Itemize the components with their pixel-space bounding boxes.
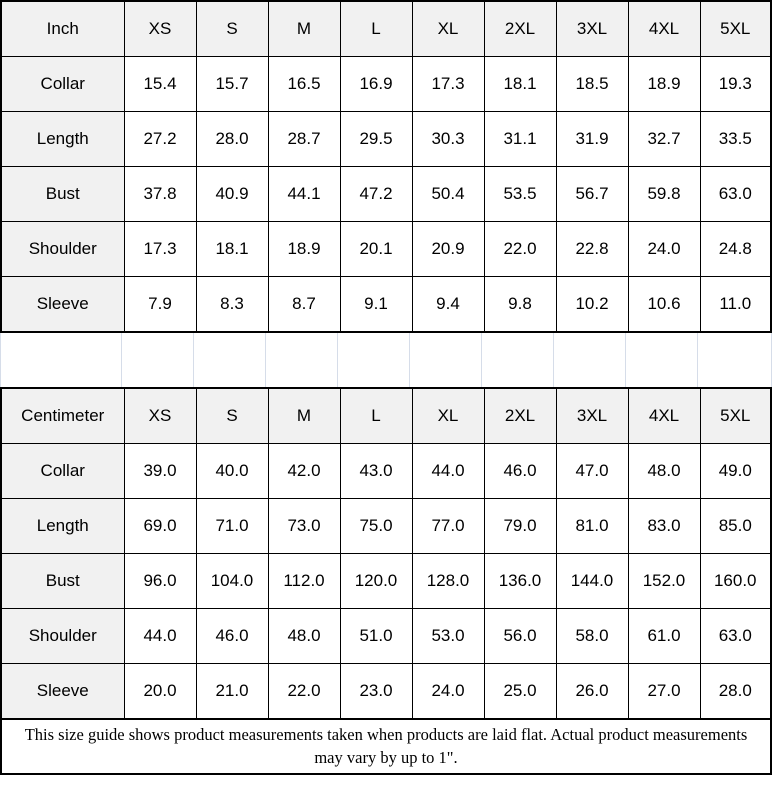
table-row-collar-inch [1,57,771,112]
measurement-cell: 46.0 [484,444,556,499]
measurement-cell: 26.0 [556,664,628,720]
measurement-cell: 30.3 [412,112,484,167]
size-header-s: S [196,1,268,57]
measurement-cell: 59.8 [628,167,700,222]
size-header-m: M [268,388,340,444]
footer-note: This size guide shows product measurements taken when products are laid flat. Actual product measurements may vary by up to 1". [0,720,772,775]
measurement-cell: 79.0 [484,499,556,554]
measurement-cell: 18.1 [484,57,556,112]
measurement-cell: 48.0 [628,444,700,499]
measurement-cell: 22.8 [556,222,628,277]
measurement-cell: 10.2 [556,277,628,333]
measurement-cell: 20.0 [124,664,196,720]
table-row-shoulder-inch [1,222,771,277]
measurement-cell: 75.0 [340,499,412,554]
measurement-cell: 25.0 [484,664,556,720]
measurement-cell: 7.9 [124,277,196,333]
size-header-4xl: 4XL [628,388,700,444]
row-label: Length [1,112,124,167]
measurement-cell: 71.0 [196,499,268,554]
size-header-5xl: 5XL [700,388,771,444]
measurement-cell: 31.1 [484,112,556,167]
measurement-cell: 43.0 [340,444,412,499]
measurement-cell: 22.0 [268,664,340,720]
measurement-cell: 69.0 [124,499,196,554]
table-row-length-inch [1,112,771,167]
measurement-cell: 27.0 [628,664,700,720]
size-header-l: L [340,388,412,444]
size-header-l: L [340,1,412,57]
measurement-cell: 28.7 [268,112,340,167]
measurement-cell: 44.0 [412,444,484,499]
row-label: Bust [1,167,124,222]
measurement-cell: 85.0 [700,499,771,554]
measurement-cell: 136.0 [484,554,556,609]
measurement-cell: 32.7 [628,112,700,167]
row-label: Shoulder [1,609,124,664]
measurement-cell: 24.8 [700,222,771,277]
measurement-cell: 44.0 [124,609,196,664]
gap-cell [698,333,771,387]
measurement-cell: 22.0 [484,222,556,277]
measurement-cell: 63.0 [700,167,771,222]
measurement-cell: 61.0 [628,609,700,664]
measurement-cell: 58.0 [556,609,628,664]
measurement-cell: 18.9 [268,222,340,277]
measurement-cell: 77.0 [412,499,484,554]
measurement-cell: 28.0 [700,664,771,720]
measurement-cell: 128.0 [412,554,484,609]
measurement-cell: 112.0 [268,554,340,609]
measurement-cell: 16.9 [340,57,412,112]
table-row-length-cm [1,499,771,554]
row-label: Shoulder [1,222,124,277]
measurement-cell: 44.1 [268,167,340,222]
measurement-cell: 40.0 [196,444,268,499]
table-row-collar-cm [1,444,771,499]
measurement-cell: 120.0 [340,554,412,609]
centimeter-size-table [0,387,772,720]
measurement-cell: 73.0 [268,499,340,554]
size-header-xs: XS [124,1,196,57]
size-header-4xl: 4XL [628,1,700,57]
gap-cell [122,333,194,387]
measurement-cell: 37.8 [124,167,196,222]
measurement-cell: 24.0 [628,222,700,277]
size-header-xl: XL [412,1,484,57]
measurement-cell: 39.0 [124,444,196,499]
gap-cell [626,333,698,387]
measurement-cell: 16.5 [268,57,340,112]
measurement-cell: 15.4 [124,57,196,112]
table-row-sleeve-inch [1,277,771,333]
measurement-cell: 83.0 [628,499,700,554]
measurement-cell: 10.6 [628,277,700,333]
measurement-cell: 53.0 [412,609,484,664]
measurement-cell: 49.0 [700,444,771,499]
measurement-cell: 56.0 [484,609,556,664]
gap-cell [1,333,122,387]
measurement-cell: 17.3 [412,57,484,112]
gap-cell [482,333,554,387]
measurement-cell: 18.1 [196,222,268,277]
measurement-cell: 47.2 [340,167,412,222]
size-header-2xl: 2XL [484,1,556,57]
measurement-cell: 51.0 [340,609,412,664]
measurement-cell: 160.0 [700,554,771,609]
measurement-cell: 18.9 [628,57,700,112]
row-label: Collar [1,444,124,499]
measurement-cell: 50.4 [412,167,484,222]
measurement-cell: 28.0 [196,112,268,167]
measurement-cell: 20.1 [340,222,412,277]
measurement-cell: 47.0 [556,444,628,499]
centimeter-unit-header: Centimeter [1,388,124,444]
size-header-xl: XL [412,388,484,444]
measurement-cell: 24.0 [412,664,484,720]
measurement-cell: 31.9 [556,112,628,167]
size-header-s: S [196,388,268,444]
measurement-cell: 27.2 [124,112,196,167]
measurement-cell: 19.3 [700,57,771,112]
measurement-cell: 18.5 [556,57,628,112]
table-row-sleeve-cm [1,664,771,720]
measurement-cell: 40.9 [196,167,268,222]
gap-cell [338,333,410,387]
measurement-cell: 63.0 [700,609,771,664]
inch-header-row [1,1,771,57]
measurement-cell: 96.0 [124,554,196,609]
measurement-cell: 33.5 [700,112,771,167]
gap-cell [554,333,626,387]
row-label: Bust [1,554,124,609]
row-label: Sleeve [1,277,124,333]
size-header-xs: XS [124,388,196,444]
measurement-cell: 11.0 [700,277,771,333]
measurement-cell: 9.8 [484,277,556,333]
measurement-cell: 15.7 [196,57,268,112]
measurement-cell: 56.7 [556,167,628,222]
centimeter-header-row [1,388,771,444]
measurement-cell: 17.3 [124,222,196,277]
size-header-5xl: 5XL [700,1,771,57]
table-row-bust-inch [1,167,771,222]
size-header-3xl: 3XL [556,388,628,444]
inch-unit-header: Inch [1,1,124,57]
measurement-cell: 42.0 [268,444,340,499]
measurement-cell: 9.1 [340,277,412,333]
size-header-2xl: 2XL [484,388,556,444]
row-label: Length [1,499,124,554]
measurement-cell: 8.7 [268,277,340,333]
measurement-cell: 46.0 [196,609,268,664]
measurement-cell: 144.0 [556,554,628,609]
measurement-cell: 152.0 [628,554,700,609]
row-label: Sleeve [1,664,124,720]
gap-cell [410,333,482,387]
measurement-cell: 81.0 [556,499,628,554]
gap-cell [194,333,266,387]
measurement-cell: 21.0 [196,664,268,720]
measurement-cell: 8.3 [196,277,268,333]
size-header-3xl: 3XL [556,1,628,57]
measurement-cell: 23.0 [340,664,412,720]
row-label: Collar [1,57,124,112]
gap-cell [266,333,338,387]
table-gap [0,333,772,387]
inch-size-table [0,0,772,333]
measurement-cell: 53.5 [484,167,556,222]
measurement-cell: 9.4 [412,277,484,333]
size-header-m: M [268,1,340,57]
measurement-cell: 48.0 [268,609,340,664]
measurement-cell: 20.9 [412,222,484,277]
table-row-bust-cm [1,554,771,609]
measurement-cell: 29.5 [340,112,412,167]
measurement-cell: 104.0 [196,554,268,609]
table-row-shoulder-cm [1,609,771,664]
